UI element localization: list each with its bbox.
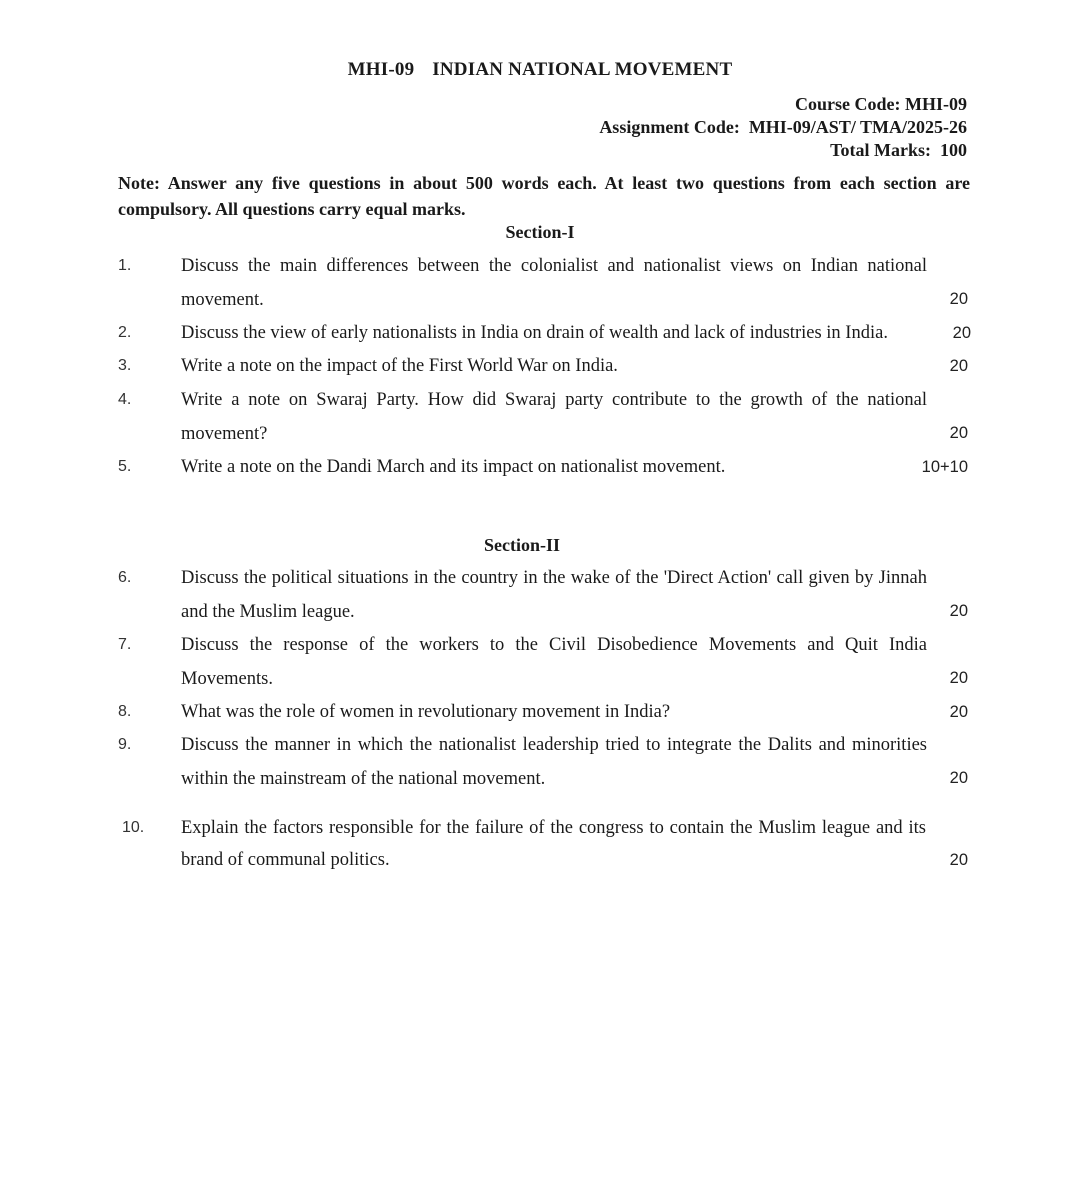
question-marks: 20 xyxy=(949,669,968,687)
question-number: 6. xyxy=(118,569,132,586)
total-marks: Total Marks: 100 xyxy=(830,140,967,160)
question-number: 9. xyxy=(118,736,132,753)
question-text: Discuss the main differences between the colonialist and nationalist views on Indian national movement. xyxy=(181,256,927,310)
question-marks: 20 xyxy=(949,290,968,308)
question-text: Write a note on Swaraj Party. How did Swaraj party contribute to the growth of the national movement? xyxy=(181,390,927,444)
question-marks: 10+10 xyxy=(921,458,968,476)
question-number: 10. xyxy=(122,819,145,836)
question-text: Discuss the manner in which the nationalist leadership tried to integrate the Dalits and minorities within the mainstream of the national movement. xyxy=(181,735,927,789)
question-number: 2. xyxy=(118,324,132,341)
question-text: Write a note on the impact of the First World War on India. xyxy=(181,356,618,376)
title-course-name: INDIAN NATIONAL MOVEMENT xyxy=(432,59,733,80)
title-course-code: MHI-09 xyxy=(347,59,415,80)
instructions-note: Note: Answer any five questions in about 500 words each. At least two questions from each section are compulsory. All questions carry equal marks. xyxy=(118,173,970,219)
question-text: What was the role of women in revolutionary movement in India? xyxy=(181,702,671,722)
question-marks: 20 xyxy=(952,324,971,342)
question-marks: 20 xyxy=(949,602,968,620)
question-number: 8. xyxy=(118,703,132,720)
assignment-meta xyxy=(599,93,967,162)
question-text: Discuss the response of the workers to the Civil Disobedience Movements and Quit India Movements. xyxy=(181,635,927,689)
question-marks: 20 xyxy=(949,357,968,375)
question-number: 4. xyxy=(118,391,132,408)
course-code: Course Code: MHI-09 xyxy=(795,94,967,114)
question-text: Write a note on the Dandi March and its impact on nationalist movement. xyxy=(181,457,726,477)
section-heading-2: Section-II xyxy=(484,535,560,555)
question-marks: 20 xyxy=(949,769,968,787)
question-number: 7. xyxy=(118,636,132,653)
question-marks: 20 xyxy=(949,424,968,442)
assignment-code: Assignment Code: MHI-09/AST/ TMA/2025-26 xyxy=(599,117,967,137)
question-text: Discuss the political situations in the country in the wake of the 'Direct Action' call given by Jinnah and the Muslim league. xyxy=(181,568,927,622)
question-marks: 20 xyxy=(949,851,968,869)
page-title xyxy=(0,59,1080,81)
question-marks: 20 xyxy=(949,703,968,721)
question-text: Discuss the view of early nationalists in India on drain of wealth and lack of industries in India. xyxy=(181,323,888,343)
question-number: 3. xyxy=(118,357,132,374)
question-text: Explain the factors responsible for the failure of the congress to contain the Muslim league and its brand of communal politics. xyxy=(181,818,926,870)
section-heading-1: Section-I xyxy=(505,222,575,242)
question-number: 1. xyxy=(118,257,132,274)
question-number: 5. xyxy=(118,458,132,475)
